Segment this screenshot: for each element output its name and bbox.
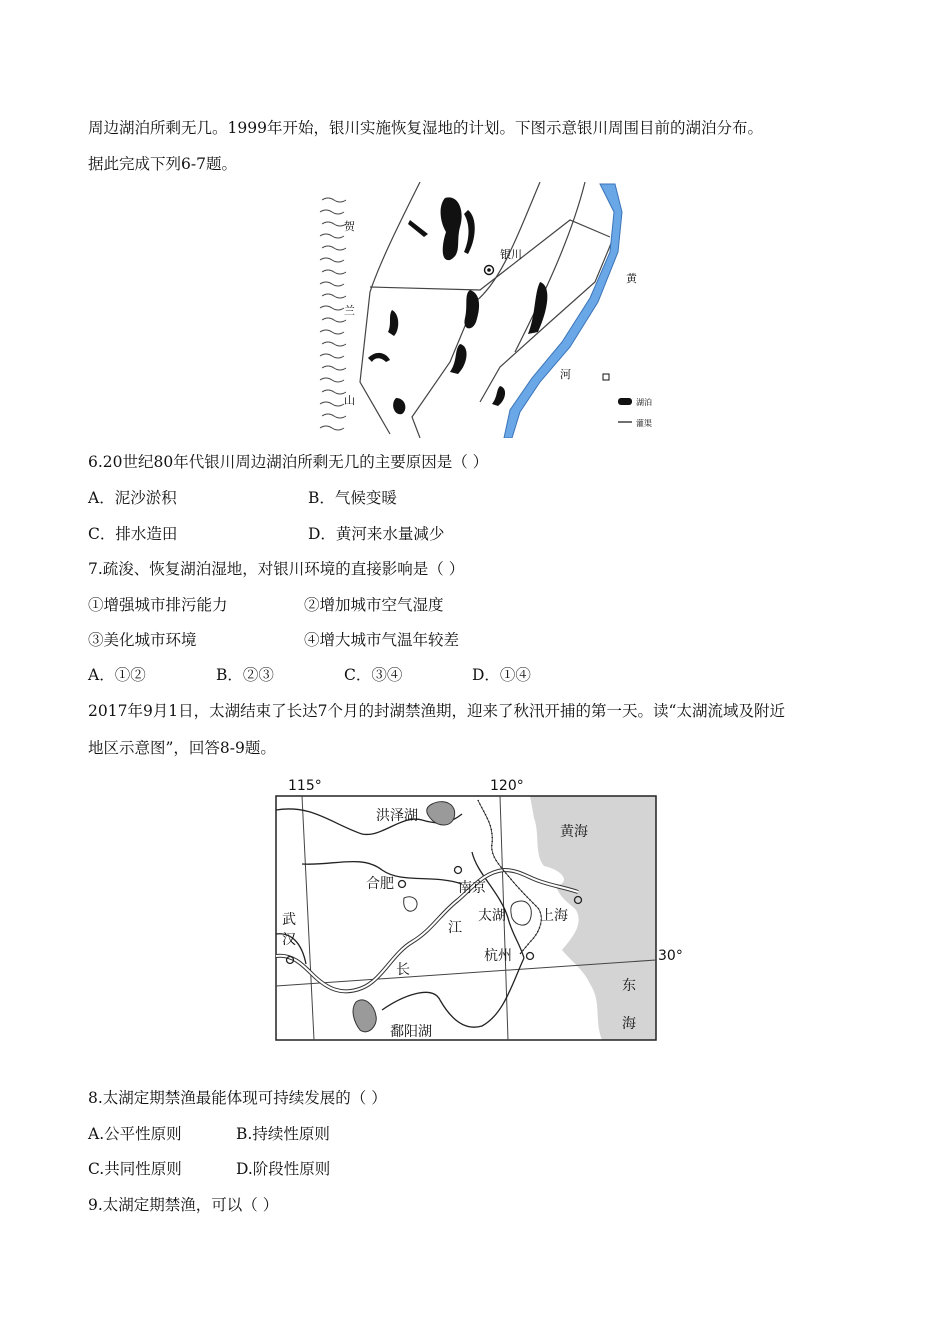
q7-statement-1: ①增强城市排污能力 bbox=[88, 596, 228, 614]
q8-option-c: C.共同性原则 bbox=[88, 1160, 182, 1178]
intro-line-2: 据此完成下列6-7题。 bbox=[88, 155, 237, 173]
q7-statement-3: ③美化城市环境 bbox=[88, 631, 197, 649]
q6-option-b: B．气候变暖 bbox=[308, 489, 397, 507]
yangtze-label-chang: 长 bbox=[396, 962, 410, 978]
shanghai-label: 上海 bbox=[540, 908, 568, 924]
q7-option-c: C．③④ bbox=[344, 666, 403, 684]
q6-option-a: A．泥沙淤积 bbox=[88, 489, 177, 507]
lon-115-label: 115° bbox=[288, 778, 322, 794]
lon-120-label: 120° bbox=[490, 778, 524, 794]
poyang-lake-label: 鄱阳湖 bbox=[390, 1024, 432, 1040]
yinchuan-label: 银川 bbox=[500, 248, 522, 261]
q7-stem: 7.疏浚、恢复湖泊湿地，对银川环境的直接影响是（ ） bbox=[88, 560, 465, 578]
wuhan-label-han: 汉 bbox=[282, 932, 296, 948]
chao-lake bbox=[404, 897, 417, 911]
q7-option-b: B．②③ bbox=[216, 666, 274, 684]
lat-30-label: 30° bbox=[658, 948, 683, 964]
taihu-lake bbox=[511, 901, 531, 925]
helan-label-1: 贺 bbox=[344, 220, 355, 233]
intro-line-1: 周边湖泊所剩无几。1999年开始，银川实施恢复湿地的计划。下图示意银川周围目前的湖泊分布。 bbox=[88, 119, 763, 137]
nanjing-label: 南京 bbox=[458, 880, 486, 896]
yinchuan-lake-map bbox=[300, 182, 652, 438]
hongze-lake-label: 洪泽湖 bbox=[376, 808, 418, 824]
poyang-lake bbox=[353, 1000, 376, 1032]
q8-stem: 8.太湖定期禁渔最能体现可持续发展的（ ） bbox=[88, 1089, 387, 1107]
yellow-river-label-huang: 黄 bbox=[626, 272, 637, 285]
q6-stem: 6.20世纪80年代银川周边湖泊所剩无几的主要原因是（ ） bbox=[88, 453, 489, 471]
q7-statement-2: ②增加城市空气湿度 bbox=[304, 596, 444, 614]
q8-option-b: B.持续性原则 bbox=[236, 1125, 330, 1143]
q8-option-a: A.公平性原则 bbox=[88, 1125, 182, 1143]
east-sea-label-dong: 东 bbox=[622, 978, 636, 994]
legend-canal-label: 灌渠 bbox=[636, 419, 652, 428]
helan-label-2: 兰 bbox=[344, 304, 355, 317]
east-sea-label-hai: 海 bbox=[622, 1016, 636, 1032]
passage2-line-1: 2017年9月1日，太湖结束了长达7个月的封湖禁渔期，迎来了秋汛开捕的第一天。读“太湖流域及附近 bbox=[88, 702, 785, 720]
q7-statement-4: ④增大城市气温年较差 bbox=[304, 631, 460, 649]
q6-option-c: C．排水造田 bbox=[88, 525, 178, 543]
q8-option-d: D.阶段性原则 bbox=[236, 1160, 331, 1178]
wuhan-label-wu: 武 bbox=[282, 912, 296, 928]
legend-lake-label: 湖泊 bbox=[636, 398, 652, 407]
helan-label-3: 山 bbox=[344, 394, 355, 407]
taihu-label: 太湖 bbox=[478, 908, 506, 924]
hefei-label: 合肥 bbox=[366, 876, 394, 892]
yellow-sea-label: 黄海 bbox=[560, 824, 588, 840]
q9-stem: 9.太湖定期禁渔，可以（ ） bbox=[88, 1196, 279, 1214]
yellow-river-label-he: 河 bbox=[560, 368, 571, 381]
hangzhou-label: 杭州 bbox=[484, 948, 512, 964]
yangtze-label-jiang: 江 bbox=[448, 920, 462, 936]
q7-option-a: A．①② bbox=[88, 666, 146, 684]
helan-mountain-hatching bbox=[320, 198, 346, 430]
q7-option-d: D．①④ bbox=[472, 666, 531, 684]
passage2-line-2: 地区示意图”，回答8-9题。 bbox=[88, 739, 276, 757]
taihu-basin-map bbox=[272, 774, 690, 1046]
q6-option-d: D．黄河来水量减少 bbox=[308, 525, 445, 543]
